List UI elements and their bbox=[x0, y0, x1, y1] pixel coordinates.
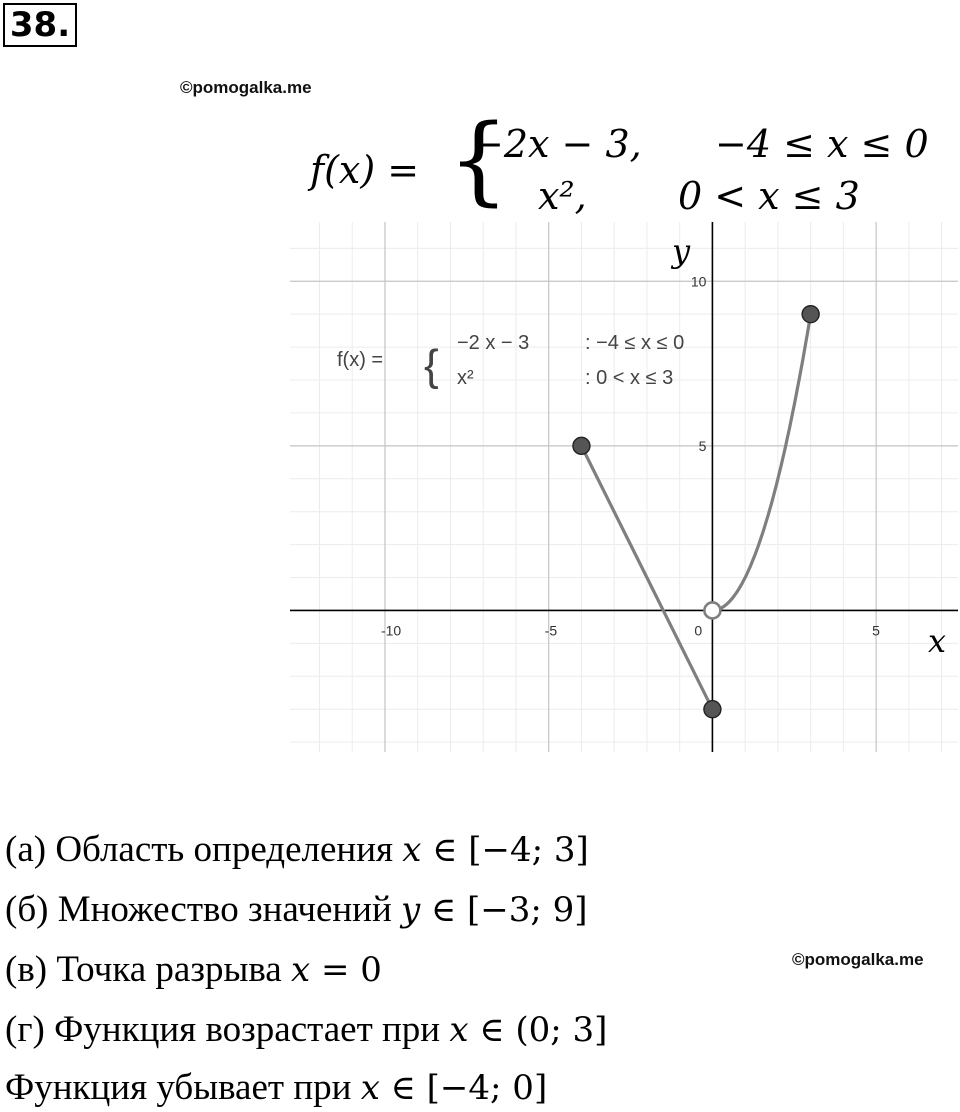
answer-b-var: y bbox=[401, 890, 421, 930]
formula-lhs: f(x) = bbox=[310, 148, 420, 192]
watermark-top: ©pomogalka.me bbox=[180, 78, 312, 97]
answer-a-text: (а) Область определения bbox=[5, 829, 403, 870]
series-2-line bbox=[712, 314, 810, 610]
answer-a bbox=[5, 828, 589, 871]
answer-a-var: x bbox=[402, 830, 422, 870]
y-axis-label: y bbox=[672, 232, 691, 270]
x-tick-label: 0 bbox=[694, 622, 703, 639]
y-tick-label: 10 bbox=[690, 273, 707, 290]
answer-b-text: (б) Множество значений bbox=[5, 889, 402, 930]
legend-lhs: f(x) = bbox=[337, 349, 384, 371]
legend-brace: { bbox=[424, 341, 439, 390]
answer-d bbox=[5, 1008, 607, 1051]
x-axis-label: x bbox=[928, 622, 947, 660]
open-endpoint bbox=[704, 602, 720, 618]
answer-d-rel: ∈ (0; 3] bbox=[468, 1010, 608, 1050]
legend-row2-cond: : 0 < x ≤ 3 bbox=[585, 367, 674, 389]
answer-a-rel: ∈ [−4; 3] bbox=[421, 830, 589, 870]
x-tick-label: 5 bbox=[872, 622, 880, 639]
answer-c bbox=[5, 948, 382, 991]
formula-row1-cond: −4 ≤ x ≤ 0 bbox=[715, 122, 929, 166]
answer-d-text: (г) Функция возрастает при bbox=[5, 1009, 450, 1050]
answer-c-text: (в) Точка разрыва bbox=[5, 949, 291, 990]
answer-e-rel: ∈ [−4; 0] bbox=[379, 1068, 548, 1108]
formula-row2-cond: 0 < x ≤ 3 bbox=[678, 174, 860, 218]
problem-number: 38. bbox=[3, 3, 77, 47]
formula-row2-expr: x², bbox=[538, 174, 587, 218]
formula-brace: { bbox=[448, 104, 510, 216]
x-tick-label: -10 bbox=[380, 622, 402, 639]
answer-c-var: x bbox=[290, 950, 311, 990]
answer-b bbox=[5, 888, 588, 931]
x-tick-label: -5 bbox=[544, 622, 558, 639]
filled-endpoint bbox=[802, 306, 819, 323]
filled-endpoint bbox=[704, 701, 721, 718]
answer-e bbox=[5, 1066, 547, 1109]
formula-row1-expr: −2x − 3, bbox=[472, 122, 642, 166]
answer-d-var: x bbox=[449, 1010, 469, 1050]
legend-row1-cond: : −4 ≤ x ≤ 0 bbox=[585, 332, 685, 354]
answer-e-var: x bbox=[360, 1068, 380, 1108]
answer-b-rel: ∈ [−3; 9] bbox=[420, 890, 588, 930]
y-tick-label: 5 bbox=[698, 437, 707, 454]
filled-endpoint bbox=[573, 437, 590, 454]
legend-row1-expr: −2 x − 3 bbox=[457, 332, 530, 354]
answer-c-rel: = 0 bbox=[310, 950, 382, 990]
answer-e-text: Функция убывает при bbox=[5, 1067, 361, 1108]
legend-row2-expr: x² bbox=[457, 367, 474, 389]
watermark-bottom: ©pomogalka.me bbox=[792, 950, 924, 969]
